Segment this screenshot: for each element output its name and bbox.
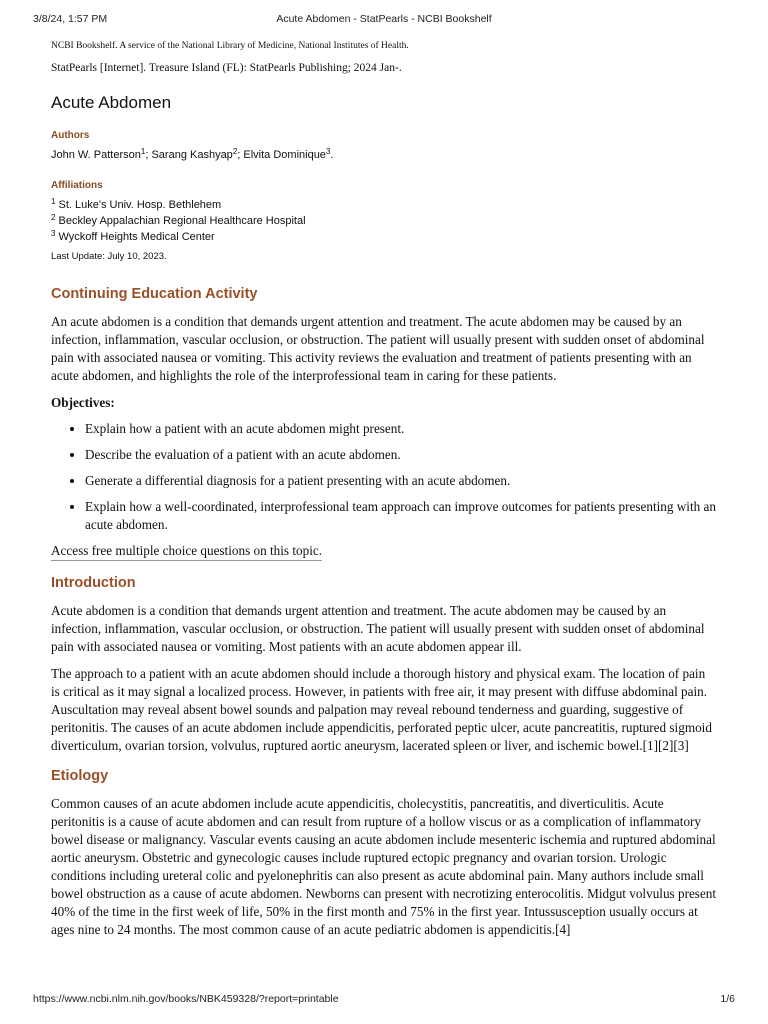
etiology-paragraph-1-text: Common causes of an acute abdomen include acute appendicitis, cholecystitis, pancreatitis, and diverticulitis. Acute peritonitis is a cause of acute abdomen and can result from rupture of a hollow viscus or as a complication of inflammatory bowel disease or malignancy. Vascular events causing an acute abdomen include mesenteric ischemia and ruptured abdominal aortic aneurysm. Obstetric and gynecologic causes include ruptured ectopic pregnancy and ovarian torsion. Urologic conditions including ureteral colic and pyelonephritis can also present as acute abdominal pain. Many authors include small bowel obstruction as a cause of acute abdomen. Newborns can present with necrotizing enterocolitis. Midgut volvulus present 40% of the time in the first week of life, 50% in the first month and 75% in the first year. Intussusception usually occurs at ages nine to 24 months. The most common cause of an acute pediatric abdomen is appendicitis. (51, 796, 717, 937)
authors-label: Authors (51, 130, 90, 141)
print-page-number: 1/6 (720, 993, 735, 1005)
section-heading-continuing-education: Continuing Education Activity (51, 286, 258, 302)
affiliation-number: 3 (51, 229, 56, 238)
affiliation-item (51, 197, 717, 213)
author-name[interactable]: Sarang Kashyap (151, 149, 233, 161)
citation-links[interactable]: [4] (555, 922, 571, 937)
print-page-title: Acute Abdomen - StatPearls - NCBI Bookshelf (276, 13, 492, 25)
author-name[interactable]: Elvita Dominique (243, 149, 326, 161)
author-separator: . (330, 149, 334, 161)
objective-item: • Explain how a well-coordinated, interprofessional team approach can improve outcomes for patients presenting with an acute abdomen. (85, 498, 717, 534)
affiliation-text: St. Luke's Univ. Hosp. Bethlehem (55, 199, 222, 211)
author-name[interactable]: John W. Patterson (51, 149, 141, 161)
print-url: https://www.ncbi.nlm.nih.gov/books/NBK459328/?report=printable (33, 993, 339, 1005)
print-header (33, 13, 735, 29)
affiliation-item (51, 213, 717, 229)
author-separator: ; (145, 149, 152, 161)
affiliation-number: 1 (51, 197, 56, 206)
section-heading-introduction: Introduction (51, 575, 136, 591)
author-affil-ref: 1 (140, 147, 146, 156)
introduction-paragraph-2 (51, 665, 717, 755)
page-title: Acute Abdomen (51, 93, 172, 112)
article (51, 40, 717, 948)
affiliations-label: Affiliations (51, 180, 103, 191)
affiliation-text: Wyckoff Heights Medical Center (55, 231, 215, 243)
citation-line: StatPearls [Internet]. Treasure Island (FL): StatPearls Publishing; 2024 Jan-. (51, 62, 402, 74)
last-update: Last Update: July 10, 2023. (51, 251, 167, 262)
objective-item: • Explain how a patient with an acute abdomen might present. (85, 420, 717, 438)
author-affil-ref: 3 (325, 147, 331, 156)
print-footer (33, 993, 735, 1009)
objectives-list (51, 420, 717, 534)
print-datetime: 3/8/24, 1:57 PM (33, 13, 108, 25)
introduction-paragraph-2-text: The approach to a patient with an acute abdomen should include a thorough history and physical exam. The location of pain is critical as it may signal a localized process. However, in patients with free air, it may present with diffuse abdominal pain. Auscultation may reveal absent bowel sounds and palpation may reveal rebound tenderness and guarding, suggestive of peritonitis. The causes of an acute abdomen include appendicitis, perforated peptic ulcer, acute pancreatitis, ruptured sigmoid diverticulum, ovarian torsion, volvulus, ruptured aortic aneurysm, lacerated spleen or liver, and ischemic bowel. (51, 666, 712, 753)
author-separator: ; (237, 149, 244, 161)
publisher-line: NCBI Bookshelf. A service of the National Library of Medicine, National Institutes of Health. (51, 41, 409, 51)
affiliation-number: 2 (51, 213, 56, 222)
authors-list (51, 147, 717, 163)
objective-item: • Describe the evaluation of a patient with an acute abdomen. (85, 446, 717, 464)
etiology-paragraph-1 (51, 795, 717, 939)
section-heading-etiology: Etiology (51, 768, 109, 784)
mcq-link[interactable]: Access free multiple choice questions on this topic. (51, 542, 322, 561)
objective-item: • Generate a differential diagnosis for a patient presenting with an acute abdomen. (85, 472, 717, 490)
cea-paragraph: An acute abdomen is a condition that demands urgent attention and treatment. The acute abdomen may be caused by an infection, inflammation, vascular occlusion, or obstruction. The patient will usually present with sudden onset of abdominal pain with associated nausea or vomiting. This activity reviews the evaluation and treatment of patients presenting with an acute abdomen, and highlights the role of the interprofessional team in caring for these patients. (51, 314, 705, 383)
affiliation-item (51, 229, 717, 245)
author-affil-ref: 2 (232, 147, 238, 156)
introduction-paragraph-1: Acute abdomen is a condition that demands urgent attention and treatment. The acute abdomen may be caused by an infection, inflammation, vascular occlusion, or obstruction. The patient will usually present with sudden onset of abdominal pain with associated nausea or vomiting. Most patients with an acute abdomen appear ill. (51, 603, 705, 654)
objectives-label: Objectives: (51, 395, 115, 410)
affiliation-text: Beckley Appalachian Regional Healthcare Hospital (55, 215, 306, 227)
citation-links[interactable]: [1][2][3] (642, 738, 689, 753)
